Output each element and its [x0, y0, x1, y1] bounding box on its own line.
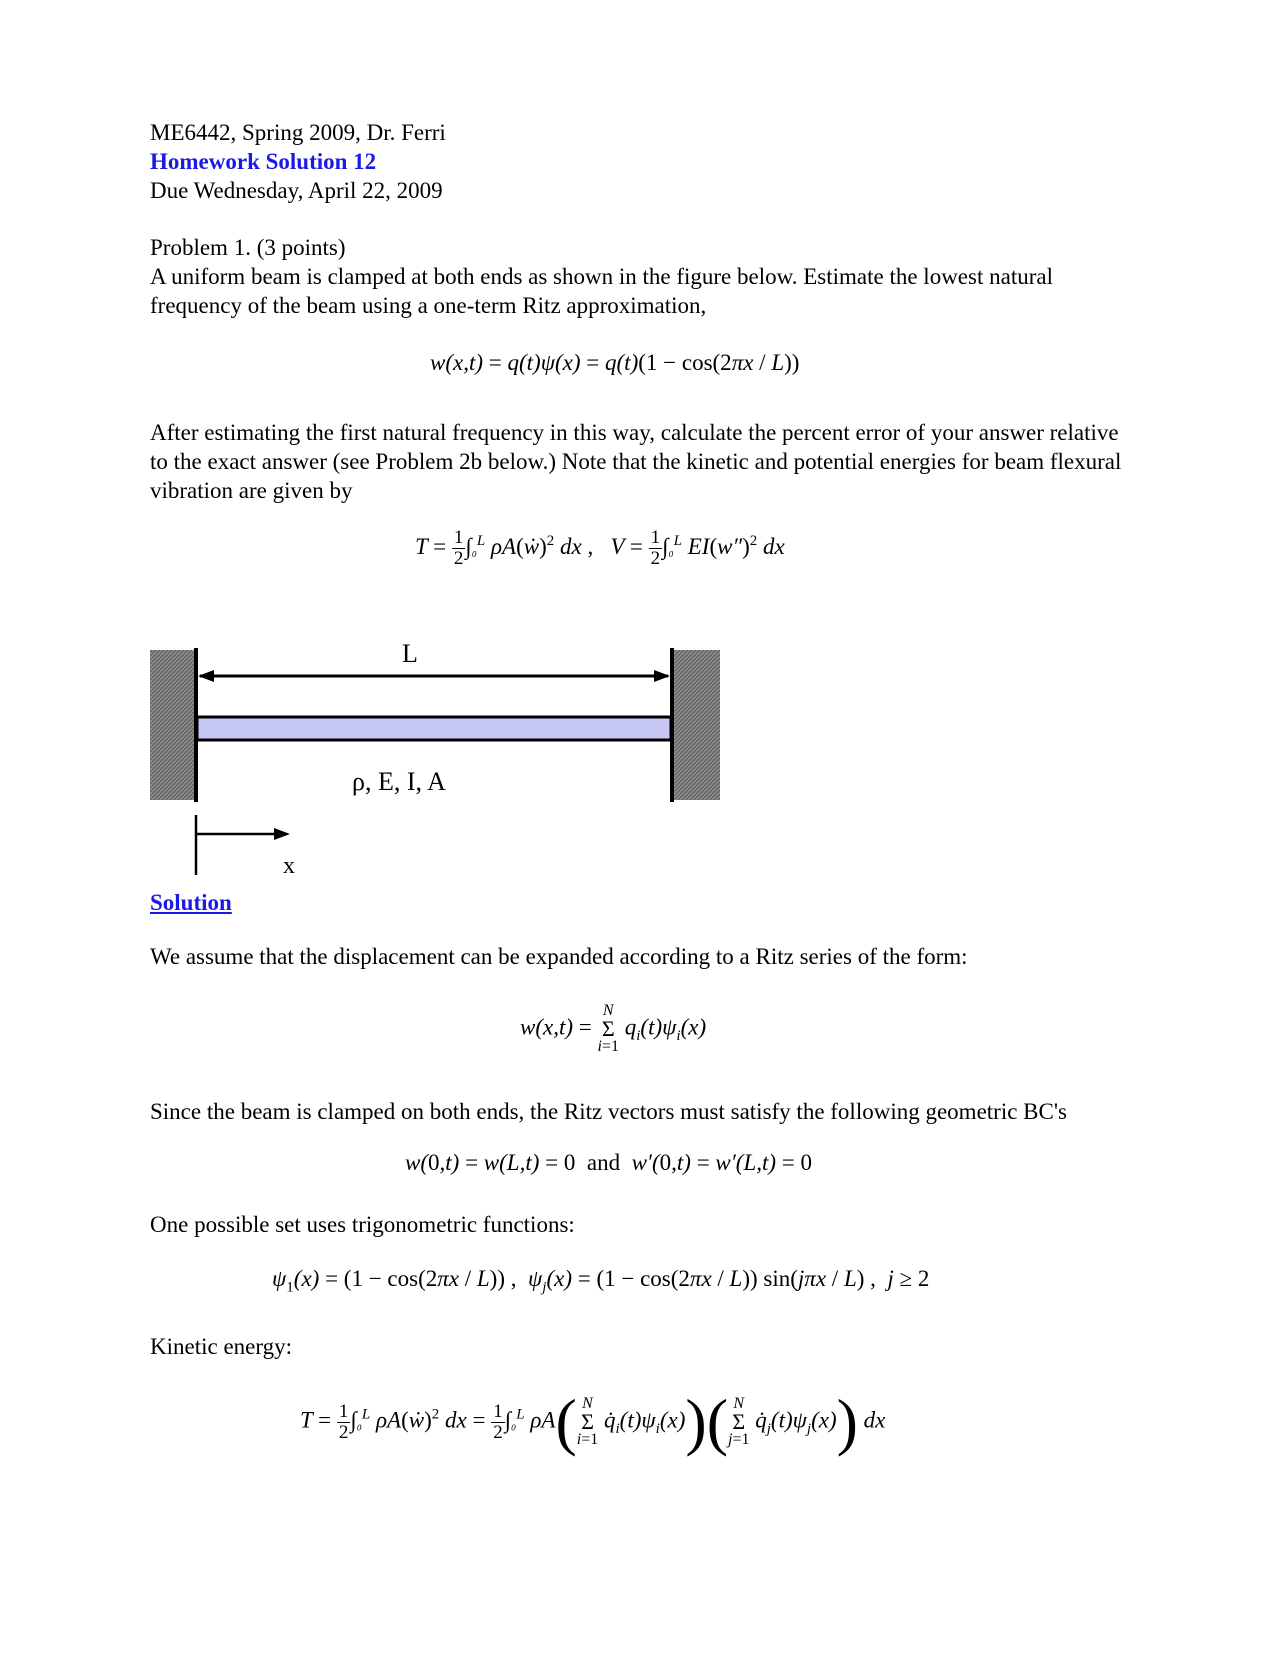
- solution-heading: Solution: [150, 890, 232, 915]
- length-arrow-right: [654, 670, 670, 682]
- equation-energies: T = $\frac{1}{2}$ ∫₀$^L$ ρA(ẇ)$^2$ dx , V = $\frac{1}{2}$ ∫₀$^L$ $EI(w'')^2$ dx: [415, 527, 785, 569]
- equation-ritz-series: w(x,t) = N Σ i=1 $q_i(t)\psi_i(x)$: [520, 1002, 707, 1055]
- solution-paragraph-1: We assume that the displacement can be expanded according to a Ritz series of the form:: [150, 944, 968, 969]
- page-title: Homework Solution 12: [150, 149, 377, 174]
- beam-figure: [140, 630, 740, 890]
- equation-ritz-approx: w(x,t) = q(t)ψ(x) = q(t)(1 − cos(2πx / L)): [430, 350, 800, 375]
- due-date: Due Wednesday, April 22, 2009: [150, 178, 443, 203]
- x-axis-label: x: [283, 853, 295, 879]
- solution-paragraph-2: Since the beam is clamped on both ends, the Ritz vectors must satisfy the following geometric BC's: [150, 1099, 1067, 1124]
- equation-kinetic-energy: T = $\frac{1}{2}$ ∫₀$^L$ ρA(ẇ)$^2$ dx = $\frac{1}{2}$ ∫₀$^L$ ρA( N Σ i=1 $q̇_i(t)\psi_i(x)$)( N Σ j=1 $q̇_j(t)\psi_j(x)$) dx: [300, 1386, 886, 1457]
- beam: [197, 717, 671, 740]
- length-arrow-left: [198, 670, 214, 682]
- problem-after: After estimating the first natural frequency in this way, calculate the percent error of your answer relative to the exact answer (see Problem 2b below.) Note that the kinetic and potential energies for beam flexural vibration are given by: [150, 420, 1122, 503]
- solution-paragraph-4: Kinetic energy:: [150, 1334, 292, 1359]
- equation-boundary-conditions: w(0,t) = w(L,t) = 0 and w′(0,t) = w′(L,t) = 0: [405, 1150, 813, 1175]
- x-axis-arrow: [274, 828, 290, 840]
- problem-heading: Problem 1. (3 points): [150, 235, 346, 260]
- problem-intro: A uniform beam is clamped at both ends as shown in the figure below. Estimate the lowest natural frequency of the beam using a one-term Ritz approximation,: [150, 264, 1053, 318]
- equation-trig-functions: $\psi_1(x) = (1 - \cos(2\pi x / L))$ , $\psi_j(x) = (1 - \cos(2\pi x / L))$ sin(jπx / L) , j ≥ 2: [272, 1266, 930, 1296]
- right-wall-support: [674, 650, 720, 800]
- course-line: ME6442, Spring 2009, Dr. Ferri: [150, 120, 446, 145]
- length-label: L: [402, 639, 418, 668]
- left-wall-support: [150, 650, 194, 800]
- bc-and-word: and: [586, 1150, 621, 1175]
- beam-properties-label: ρ, E, I, A: [352, 767, 446, 796]
- solution-paragraph-3: One possible set uses trigonometric functions:: [150, 1212, 575, 1237]
